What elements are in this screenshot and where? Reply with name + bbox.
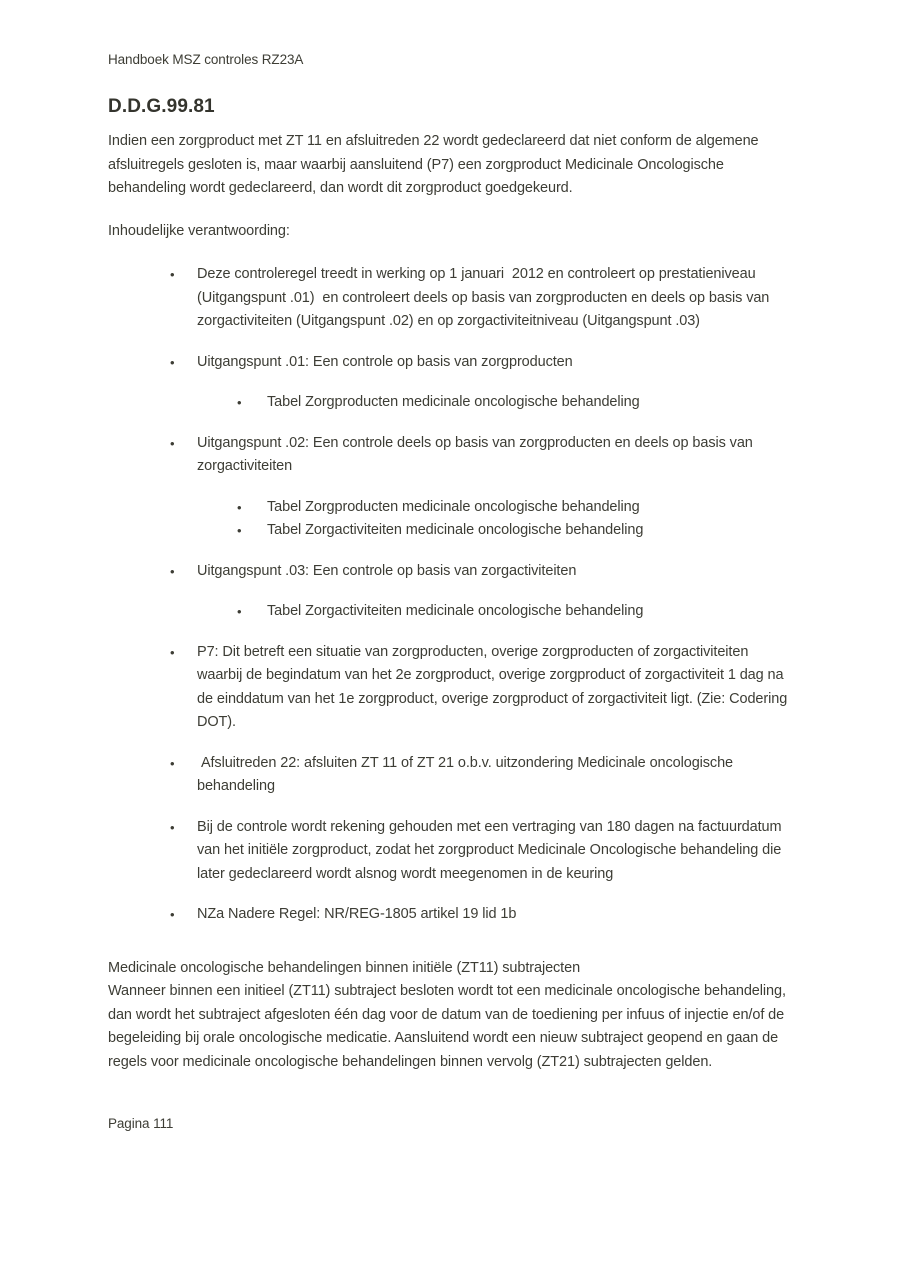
bullet-icon: • [170,563,175,579]
bullet-text: Tabel Zorgactiviteiten medicinale oncologische behandeling [267,522,644,538]
intro-paragraph: Indien een zorgproduct met ZT 11 en afsluitreden 22 wordt gedeclareerd dat niet conform de algemene afsluitregels gesloten is, maar waarbij aansluitend (P7) een zorgproduct Medicinale Oncologische behandeling wordt gedeclareerd, dan wordt dit zorgproduct goedgekeurd. [108,133,763,196]
bullet-item [108,641,790,735]
bullet-list [108,263,790,927]
bullet-text: Uitgangspunt .02: Een controle deels op basis van zorgproducten en deels op basis van zorgactiviteiten [197,434,757,474]
bullet-icon: • [237,499,242,515]
bullet-item [108,432,790,479]
closing-section [108,957,790,1075]
bullet-item [108,816,790,887]
bullet-text: Afsluitreden 22: afsluiten ZT 11 of ZT 21 o.b.v. uitzondering Medicinale oncologische behandeling [197,754,737,794]
page-header: Handboek MSZ controles RZ23A [108,52,304,67]
bullet-text: Bij de controle wordt rekening gehouden met een vertraging van 180 dagen na factuurdatum van het initiële zorgproduct, zodat het zorgproduct Medicinale Oncologische behandeling die later gedeclareerd wordt alsnog wordt meegenomen in de keuring [197,818,786,882]
bullet-icon: • [237,604,242,619]
bullet-item [108,600,790,624]
bullet-icon: • [170,435,175,451]
document-title: D.D.G.99.81 [108,96,215,117]
bullet-text: Uitgangspunt .01: Een controle op basis van zorgproducten [197,353,573,370]
bullet-icon: • [237,523,242,538]
bullet-icon: • [170,819,175,835]
bullet-icon: • [170,354,175,370]
page-footer: Pagina 111 [108,1116,174,1131]
bullet-text: Tabel Zorgactiviteiten medicinale oncologische behandeling [267,603,644,619]
bullet-item [108,560,790,584]
bullet-text: NZa Nadere Regel: NR/REG-1805 artikel 19 lid 1b [197,906,517,922]
bullet-icon: • [170,907,175,922]
section-label: Inhoudelijke verantwoording: [108,222,290,239]
bullet-item [108,391,790,415]
bullet-icon: • [237,395,242,410]
bullet-text: Tabel Zorgproducten medicinale oncologische behandeling [267,498,640,515]
bullet-icon: • [170,644,175,660]
bullet-item [108,263,790,334]
bullet-text: Deze controleregel treedt in werking op 1 januari 2012 en controleert op prestatieniveau (Uitgangspunt .01) en controleert deels op basis van zorgproducten en deels op basis van zorgactiviteiten (Uitgangspunt .02) en op zorgactiviteitniveau (Uitgangspunt .03) [197,266,774,329]
bullet-item [108,903,790,927]
bullet-item [108,351,790,375]
bullet-icon: • [170,755,175,771]
bullet-icon: • [170,267,175,282]
closing-heading: Medicinale oncologische behandelingen binnen initiële (ZT11) subtrajecten [108,959,581,976]
bullet-text: Tabel Zorgproducten medicinale oncologische behandeling [267,394,640,410]
bullet-text: P7: Dit betreft een situatie van zorgproducten, overige zorgproducten of zorgactiviteiten waarbij de begindatum van het 2e zorgproduct, overige zorgproduct of zorgactiviteit 1 dag na de einddatum van het 1e zorgproduct, overige zorgproduct of zorgactiviteit ligt. (Zie: Codering DOT). [197,643,792,730]
bullet-item [108,519,790,543]
bullet-item [108,496,790,520]
bullet-item [108,752,790,799]
closing-paragraph: Wanneer binnen een initieel (ZT11) subtraject besloten wordt tot een medicinale oncologische behandeling, dan wordt het subtraject afgesloten één dag voor de datum van de toediening per infuus of injectie en/of de begeleiding bij orale oncologische medicatie. Aansluitend wordt een nieuw subtraject geopend en gaan de regels voor medicinale oncologische behandelingen binnen vervolg (ZT21) subtrajecten gelden. [108,983,786,1070]
bullet-text: Uitgangspunt .03: Een controle op basis van zorgactiviteiten [197,562,577,579]
